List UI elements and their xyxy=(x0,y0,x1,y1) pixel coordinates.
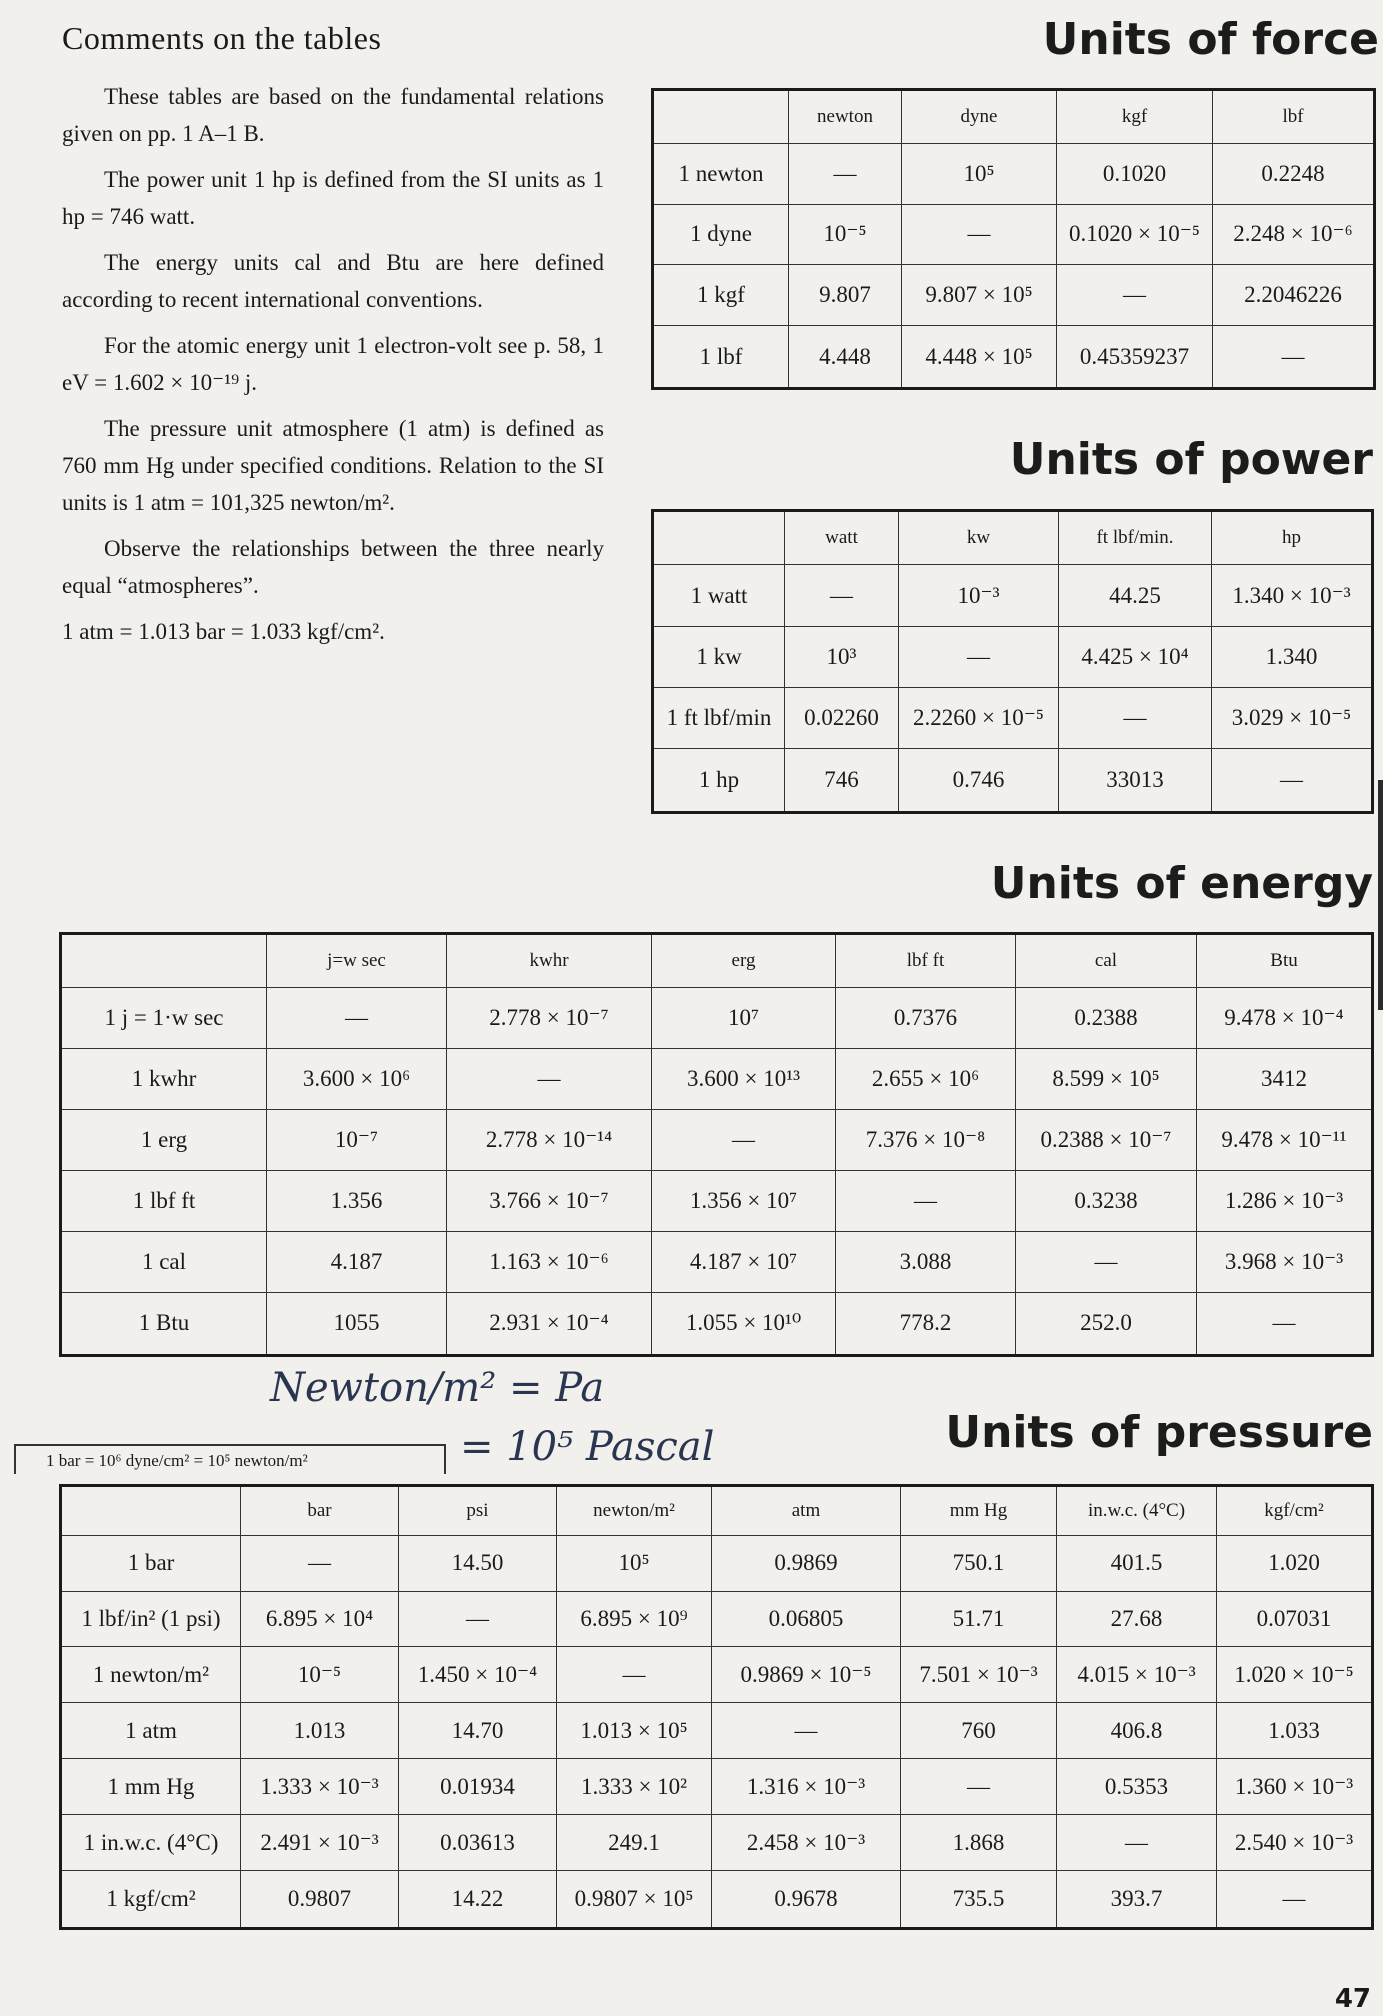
row-label: 1 atm xyxy=(61,1703,241,1759)
table-cell: 0.2388 xyxy=(1016,988,1197,1049)
power-table xyxy=(651,509,1374,814)
page-number: 47 xyxy=(1334,1984,1371,2014)
table-cell: 0.2248 xyxy=(1213,143,1375,204)
column-header: lbf xyxy=(1213,90,1375,144)
table-cell: 0.1020 xyxy=(1057,143,1213,204)
corner-cell xyxy=(653,511,785,565)
table-cell: — xyxy=(1197,1292,1373,1355)
table-cell: — xyxy=(267,988,447,1049)
table-cell: 9.478 × 10⁻¹¹ xyxy=(1197,1110,1373,1171)
table-cell: 1.356 × 10⁷ xyxy=(652,1170,836,1231)
scan-edge xyxy=(1378,780,1383,1010)
table-cell: 1.020 × 10⁻⁵ xyxy=(1217,1647,1373,1703)
table-cell: — xyxy=(712,1703,901,1759)
row-label: 1 lbf ft xyxy=(61,1170,267,1231)
row-label: 1 lbf xyxy=(653,326,789,389)
column-header: kwhr xyxy=(447,934,652,988)
table-cell: 0.45359237 xyxy=(1057,326,1213,389)
column-header: psi xyxy=(399,1486,557,1536)
row-label: 1 kw xyxy=(653,626,785,687)
energy-table xyxy=(59,932,1374,1357)
table-cell: 1.340 × 10⁻³ xyxy=(1212,565,1373,626)
table-cell: 4.448 xyxy=(789,326,902,389)
table-row xyxy=(653,204,1375,265)
table-cell: 1.020 xyxy=(1217,1535,1373,1591)
table-cell: 1.868 xyxy=(901,1815,1057,1871)
row-label: 1 newton/m² xyxy=(61,1647,241,1703)
table-row xyxy=(61,1110,1373,1171)
table-cell: 14.70 xyxy=(399,1703,557,1759)
table-cell: 9.478 × 10⁻⁴ xyxy=(1197,988,1373,1049)
table-cell: — xyxy=(241,1535,399,1591)
table-cell: 2.778 × 10⁻¹⁴ xyxy=(447,1110,652,1171)
table-cell: — xyxy=(557,1647,712,1703)
column-header: erg xyxy=(652,934,836,988)
table-cell: 1.340 xyxy=(1212,626,1373,687)
column-header: atm xyxy=(712,1486,901,1536)
header-row xyxy=(653,90,1375,144)
table-cell: 27.68 xyxy=(1057,1591,1217,1647)
table-row xyxy=(653,265,1375,326)
table-row xyxy=(653,326,1375,389)
row-label: 1 hp xyxy=(653,749,785,813)
table-cell: — xyxy=(447,1049,652,1110)
comment-paragraph: These tables are based on the fundamental relations given on pp. 1 A–1 B. xyxy=(62,84,604,146)
table-cell: — xyxy=(1059,688,1212,749)
table-cell: 4.187 × 10⁷ xyxy=(652,1231,836,1292)
row-label: 1 kgf/cm² xyxy=(61,1871,241,1929)
table-row xyxy=(61,1759,1373,1815)
column-header: Btu xyxy=(1197,934,1373,988)
row-label: 1 lbf/in² (1 psi) xyxy=(61,1591,241,1647)
table-cell: 393.7 xyxy=(1057,1871,1217,1929)
table-cell: — xyxy=(902,204,1057,265)
table-cell: 2.2260 × 10⁻⁵ xyxy=(899,688,1059,749)
table-cell: 3412 xyxy=(1197,1049,1373,1110)
table-cell: 746 xyxy=(785,749,899,813)
table-cell: — xyxy=(785,565,899,626)
table-cell: 2.458 × 10⁻³ xyxy=(712,1815,901,1871)
table-cell: 1.163 × 10⁻⁶ xyxy=(447,1231,652,1292)
table-cell: 249.1 xyxy=(557,1815,712,1871)
table-cell: 406.8 xyxy=(1057,1703,1217,1759)
comment-paragraph: Observe the relationships between the three nearly equal “atmospheres”. xyxy=(62,536,604,598)
table-cell: 10⁻⁷ xyxy=(267,1110,447,1171)
table-cell: 4.425 × 10⁴ xyxy=(1059,626,1212,687)
table-cell: 3.088 xyxy=(836,1231,1016,1292)
table-row xyxy=(61,1591,1373,1647)
table-cell: — xyxy=(901,1759,1057,1815)
table-cell: 0.9678 xyxy=(712,1871,901,1929)
table-cell: 7.376 × 10⁻⁸ xyxy=(836,1110,1016,1171)
pressure-title: Units of pressure xyxy=(945,1407,1373,1458)
table-cell: 1.333 × 10² xyxy=(557,1759,712,1815)
corner-cell xyxy=(653,90,789,144)
table-cell: 2.248 × 10⁻⁶ xyxy=(1213,204,1375,265)
power-title: Units of power xyxy=(1009,434,1373,485)
table-cell: 4.015 × 10⁻³ xyxy=(1057,1647,1217,1703)
table-cell: 3.029 × 10⁻⁵ xyxy=(1212,688,1373,749)
column-header: bar xyxy=(241,1486,399,1536)
table-row xyxy=(61,988,1373,1049)
table-cell: 0.2388 × 10⁻⁷ xyxy=(1016,1110,1197,1171)
table-cell: 9.807 × 10⁵ xyxy=(902,265,1057,326)
row-label: 1 dyne xyxy=(653,204,789,265)
handwritten-note-newton: Newton/m² = Pa xyxy=(270,1365,605,1411)
table-row xyxy=(61,1292,1373,1355)
table-cell: 4.448 × 10⁵ xyxy=(902,326,1057,389)
table-cell: 3.766 × 10⁻⁷ xyxy=(447,1170,652,1231)
table-cell: 0.9869 × 10⁻⁵ xyxy=(712,1647,901,1703)
table-row xyxy=(61,1049,1373,1110)
table-row xyxy=(653,565,1373,626)
comments-text xyxy=(62,78,604,659)
table-cell: 778.2 xyxy=(836,1292,1016,1355)
header-row xyxy=(61,1486,1373,1536)
table-cell: 1.055 × 10¹⁰ xyxy=(652,1292,836,1355)
table-cell: 0.9807 xyxy=(241,1871,399,1929)
comments-heading: Comments on the tables xyxy=(62,20,382,56)
table-row xyxy=(61,1535,1373,1591)
table-cell: 3.600 × 10⁶ xyxy=(267,1049,447,1110)
header-row xyxy=(61,934,1373,988)
table-cell: 1.316 × 10⁻³ xyxy=(712,1759,901,1815)
table-row xyxy=(61,1647,1373,1703)
table-cell: 1.013 xyxy=(241,1703,399,1759)
table-cell: 0.03613 xyxy=(399,1815,557,1871)
table-cell: 252.0 xyxy=(1016,1292,1197,1355)
table-cell: — xyxy=(1016,1231,1197,1292)
force-table xyxy=(651,88,1376,390)
table-cell: 0.01934 xyxy=(399,1759,557,1815)
column-header: kw xyxy=(899,511,1059,565)
energy-title: Units of energy xyxy=(990,858,1373,909)
table-cell: — xyxy=(789,143,902,204)
table-row xyxy=(653,143,1375,204)
column-header: j=w sec xyxy=(267,934,447,988)
table-cell: 3.600 × 10¹³ xyxy=(652,1049,836,1110)
table-row xyxy=(61,1815,1373,1871)
table-row xyxy=(653,749,1373,813)
row-label: 1 kwhr xyxy=(61,1049,267,1110)
table-row xyxy=(653,688,1373,749)
table-cell: 4.187 xyxy=(267,1231,447,1292)
table-cell: 750.1 xyxy=(901,1535,1057,1591)
column-header: watt xyxy=(785,511,899,565)
column-header: kgf xyxy=(1057,90,1213,144)
table-cell: 1055 xyxy=(267,1292,447,1355)
table-cell: 14.22 xyxy=(399,1871,557,1929)
table-cell: 0.1020 × 10⁻⁵ xyxy=(1057,204,1213,265)
row-label: 1 newton xyxy=(653,143,789,204)
table-cell: 1.450 × 10⁻⁴ xyxy=(399,1647,557,1703)
table-cell: — xyxy=(1217,1871,1373,1929)
table-cell: 10⁷ xyxy=(652,988,836,1049)
table-cell: — xyxy=(652,1110,836,1171)
table-cell: 6.895 × 10⁴ xyxy=(241,1591,399,1647)
table-cell: 1.033 xyxy=(1217,1703,1373,1759)
table-cell: — xyxy=(1213,326,1375,389)
table-row xyxy=(61,1231,1373,1292)
table-cell: 10⁻⁵ xyxy=(241,1647,399,1703)
column-header: newton xyxy=(789,90,902,144)
table-cell: 8.599 × 10⁵ xyxy=(1016,1049,1197,1110)
table-cell: — xyxy=(1212,749,1373,813)
table-cell: 1.013 × 10⁵ xyxy=(557,1703,712,1759)
table-cell: — xyxy=(1057,265,1213,326)
table-cell: 2.655 × 10⁶ xyxy=(836,1049,1016,1110)
table-cell: 10⁵ xyxy=(902,143,1057,204)
table-cell: 9.807 xyxy=(789,265,902,326)
table-cell: — xyxy=(836,1170,1016,1231)
row-label: 1 ft lbf/min xyxy=(653,688,785,749)
force-title: Units of force xyxy=(1042,14,1379,65)
header-row xyxy=(653,511,1373,565)
table-cell: 3.968 × 10⁻³ xyxy=(1197,1231,1373,1292)
table-cell: 0.746 xyxy=(899,749,1059,813)
row-label: 1 Btu xyxy=(61,1292,267,1355)
table-cell: 2.778 × 10⁻⁷ xyxy=(447,988,652,1049)
table-cell: 735.5 xyxy=(901,1871,1057,1929)
table-cell: 760 xyxy=(901,1703,1057,1759)
table-cell: 6.895 × 10⁹ xyxy=(557,1591,712,1647)
table-cell: 0.02260 xyxy=(785,688,899,749)
row-label: 1 watt xyxy=(653,565,785,626)
table-cell: — xyxy=(399,1591,557,1647)
corner-cell xyxy=(61,1486,241,1536)
column-header: dyne xyxy=(902,90,1057,144)
column-header: hp xyxy=(1212,511,1373,565)
column-header: cal xyxy=(1016,934,1197,988)
comment-equation: 1 atm = 1.013 bar = 1.033 kgf/cm². xyxy=(62,619,385,644)
table-cell: 0.9807 × 10⁵ xyxy=(557,1871,712,1929)
row-label: 1 in.w.c. (4°C) xyxy=(61,1815,241,1871)
column-header: lbf ft xyxy=(836,934,1016,988)
row-label: 1 bar xyxy=(61,1535,241,1591)
table-cell: 2.2046226 xyxy=(1213,265,1375,326)
table-cell: 1.286 × 10⁻³ xyxy=(1197,1170,1373,1231)
comment-paragraph: For the atomic energy unit 1 electron-volt see p. 58, 1 eV = 1.602 × 10⁻¹⁹ j. xyxy=(62,333,604,395)
bar-definition-note: 1 bar = 10⁶ dyne/cm² = 10⁵ newton/m² xyxy=(14,1444,446,1474)
table-cell: 33013 xyxy=(1059,749,1212,813)
table-cell: 51.71 xyxy=(901,1591,1057,1647)
table-cell: 10⁻³ xyxy=(899,565,1059,626)
row-label: 1 kgf xyxy=(653,265,789,326)
row-label: 1 mm Hg xyxy=(61,1759,241,1815)
column-header: ft lbf/min. xyxy=(1059,511,1212,565)
table-cell: 2.931 × 10⁻⁴ xyxy=(447,1292,652,1355)
table-cell: 14.50 xyxy=(399,1535,557,1591)
table-cell: 0.3238 xyxy=(1016,1170,1197,1231)
handwritten-note-pascal: = 10⁵ Pascal xyxy=(460,1424,715,1470)
comment-paragraph: The energy units cal and Btu are here defined according to recent international conventions. xyxy=(62,250,604,312)
table-cell: 0.7376 xyxy=(836,988,1016,1049)
row-label: 1 j = 1·w sec xyxy=(61,988,267,1049)
row-label: 1 erg xyxy=(61,1110,267,1171)
table-cell: 2.491 × 10⁻³ xyxy=(241,1815,399,1871)
comment-paragraph: The pressure unit atmosphere (1 atm) is defined as 760 mm Hg under specified conditions. Relation to the SI units is 1 atm = 101,325 newton/m². xyxy=(62,416,604,515)
table-cell: 0.07031 xyxy=(1217,1591,1373,1647)
row-label: 1 cal xyxy=(61,1231,267,1292)
table-cell: — xyxy=(899,626,1059,687)
table-cell: 1.360 × 10⁻³ xyxy=(1217,1759,1373,1815)
table-row xyxy=(653,626,1373,687)
table-row xyxy=(61,1871,1373,1929)
column-header: mm Hg xyxy=(901,1486,1057,1536)
column-header: in.w.c. (4°C) xyxy=(1057,1486,1217,1536)
table-cell: 401.5 xyxy=(1057,1535,1217,1591)
comment-paragraph: The power unit 1 hp is defined from the SI units as 1 hp = 746 watt. xyxy=(62,167,604,229)
column-header: newton/m² xyxy=(557,1486,712,1536)
table-cell: 10⁻⁵ xyxy=(789,204,902,265)
table-cell: — xyxy=(1057,1815,1217,1871)
table-cell: 10⁵ xyxy=(557,1535,712,1591)
table-cell: 2.540 × 10⁻³ xyxy=(1217,1815,1373,1871)
table-cell: 0.06805 xyxy=(712,1591,901,1647)
table-row xyxy=(61,1703,1373,1759)
corner-cell xyxy=(61,934,267,988)
table-cell: 0.5353 xyxy=(1057,1759,1217,1815)
table-cell: 1.333 × 10⁻³ xyxy=(241,1759,399,1815)
pressure-table xyxy=(59,1484,1374,1930)
table-cell: 1.356 xyxy=(267,1170,447,1231)
table-cell: 44.25 xyxy=(1059,565,1212,626)
column-header: kgf/cm² xyxy=(1217,1486,1373,1536)
table-row xyxy=(61,1170,1373,1231)
table-cell: 0.9869 xyxy=(712,1535,901,1591)
table-cell: 10³ xyxy=(785,626,899,687)
table-cell: 7.501 × 10⁻³ xyxy=(901,1647,1057,1703)
